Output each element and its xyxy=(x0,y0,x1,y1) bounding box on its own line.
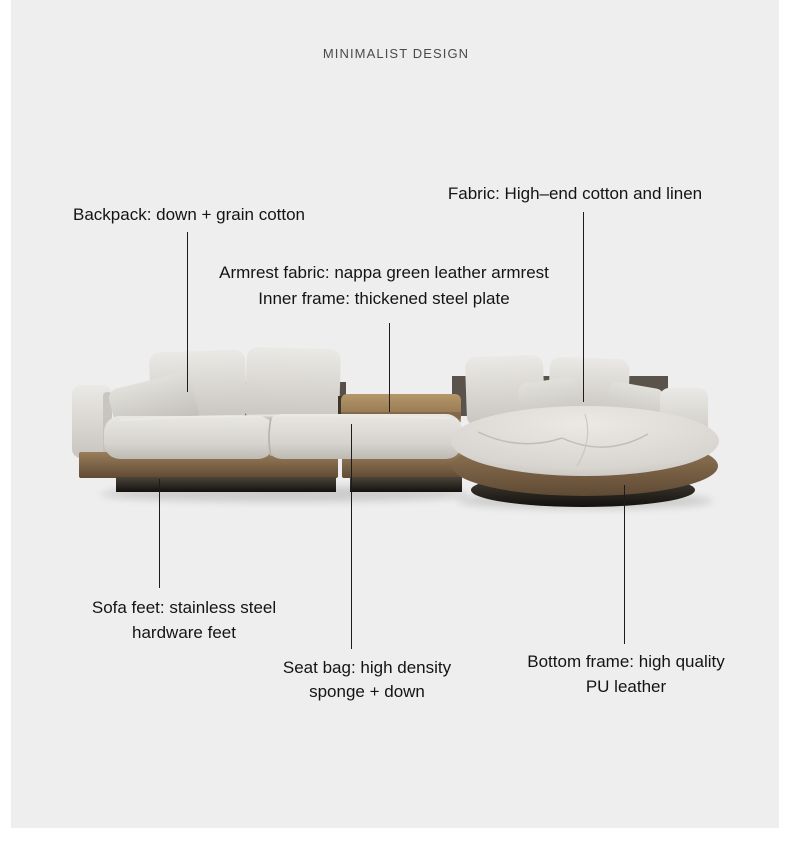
annotation-sofa-feet-line2: hardware feet xyxy=(132,623,236,642)
leader-line-sofa-feet xyxy=(159,479,160,588)
leader-line-backpack xyxy=(187,232,188,392)
annotation-fabric-text: Fabric: High–end cotton and linen xyxy=(447,184,703,203)
annotation-backpack-text: Backpack: down + grain cotton xyxy=(73,205,305,224)
annotation-seat-bag-line2: sponge + down xyxy=(309,682,425,701)
annotation-armrest-line2: Inner frame: thickened steel plate xyxy=(258,289,510,308)
annotation-sofa-feet xyxy=(92,595,276,645)
annotation-bottom-frame xyxy=(527,649,724,699)
annotation-bottom-frame-line2: PU leather xyxy=(585,677,667,696)
leader-line-seat-bag xyxy=(351,424,352,649)
annotation-sofa-feet-line1: Sofa feet: stainless steel xyxy=(91,598,277,617)
leader-line-fabric xyxy=(583,212,584,402)
annotation-seat-bag xyxy=(283,656,451,704)
annotation-seat-bag-line1: Seat bag: high density xyxy=(282,658,452,677)
page-title: MINIMALIST DESIGN xyxy=(322,46,470,61)
annotation-bottom-frame-line1: Bottom frame: high quality xyxy=(527,652,725,671)
annotation-fabric xyxy=(448,184,702,204)
annotation-armrest-line1: Armrest fabric: nappa green leather armrest xyxy=(219,263,549,282)
annotation-backpack xyxy=(73,205,305,225)
leader-line-bottom-frame xyxy=(624,485,625,644)
leader-line-armrest xyxy=(389,323,390,412)
annotation-armrest xyxy=(219,260,549,312)
